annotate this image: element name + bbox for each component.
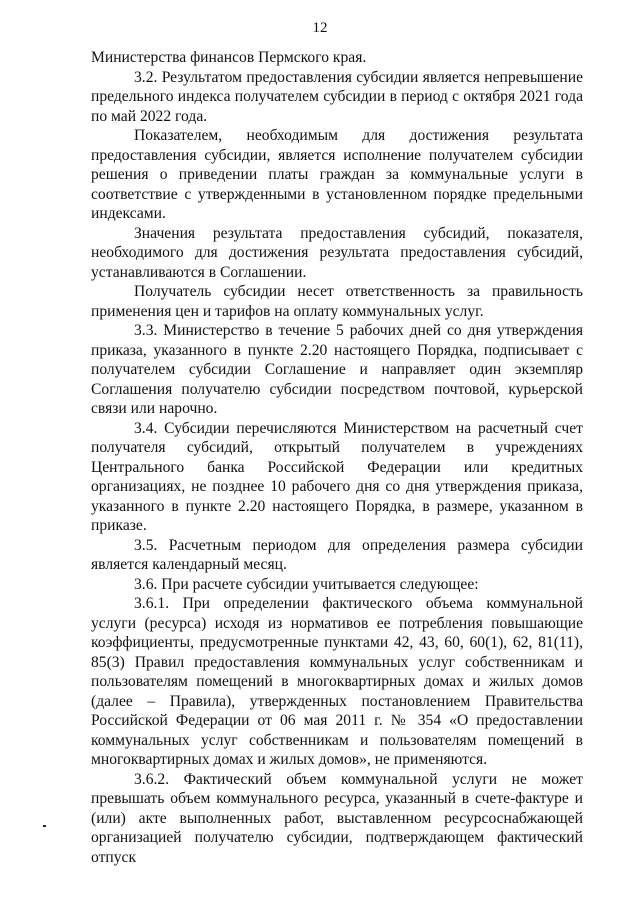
paragraph-3-6-1: 3.6.1. При определении фактического объема коммунальной услуги (ресурса) исходя из нормативов ее потребления повышающие коэффициенты, предусмотренные пунктами 42, 43, 60, 60(1), 62, 81(11), 85(3) Правил предоставления коммунальных услуг собственникам и пользователям помещений в многоквартирных домах и жилых домов (далее – Правила), утвержденных постановлением Правительства Российской Федерации от 06 мая 2011 г. № 354 «О предоставлении коммунальных услуг собственникам и пользователям помещений в многоквартирных домах и жилых домов», не применяются. <box>91 595 583 768</box>
paragraph-3-5: 3.5. Расчетным периодом для определения размера субсидии является календарный месяц. <box>91 536 583 573</box>
document-body <box>91 48 583 867</box>
paragraph-indicator: Показателем, необходимым для достижения результата предоставления субсидии, является исполнение получателем субсидии решения о приведении платы граждан за коммунальные услуги в соответствие с утвержденными в установленном порядке предельными индексами. <box>91 127 583 222</box>
paragraph-values: Значения результата предоставления субсидий, показателя, необходимого для достижения результата предоставления субсидий, устанавливаются в Соглашении. <box>91 224 583 281</box>
paragraph-3-2: 3.2. Результатом предоставления субсидии является непревышение предельного индекса получателем субсидии в период с октября 2021 года по май 2022 года. <box>91 68 583 125</box>
paragraph-3-6: 3.6. При расчете субсидии учитывается следующее: <box>134 575 479 593</box>
paragraph-continuation: Министерства финансов Пермского края. <box>91 49 367 66</box>
margin-mark <box>43 825 46 827</box>
page-number: 12 <box>312 20 328 36</box>
paragraph-3-3: 3.3. Министерство в течение 5 рабочих дней со дня утверждения приказа, указанного в пункте 2.20 настоящего Порядка, подписывает с получателем субсидии Соглашение и направляет один экземпляр Соглашения получателю субсидии посредством почтовой, курьерской связи или нарочно. <box>91 322 583 417</box>
paragraph-3-4: 3.4. Субсидии перечисляются Министерством на расчетный счет получателя субсидий, открытый получателем в учреждениях Центрального банка Российской Федерации или кредитных организациях, не позднее 10 рабочего дня со дня утверждения приказа, указанного в пункте 2.20 настоящего Порядка, в размере, указанном в приказе. <box>91 419 583 534</box>
paragraph-responsibility: Получатель субсидии несет ответственность за правильность применения цен и тарифов на оплату коммунальных услуг. <box>91 283 583 320</box>
paragraph-3-6-2: 3.6.2. Фактический объем коммунальной услуги не может превышать объем коммунального ресурса, указанный в счете-фактуре и (или) акте выполненных работ, выставленном ресурсоснабжающей организацией получателю субсидии, подтверждающем фактический отпуск <box>91 770 583 866</box>
